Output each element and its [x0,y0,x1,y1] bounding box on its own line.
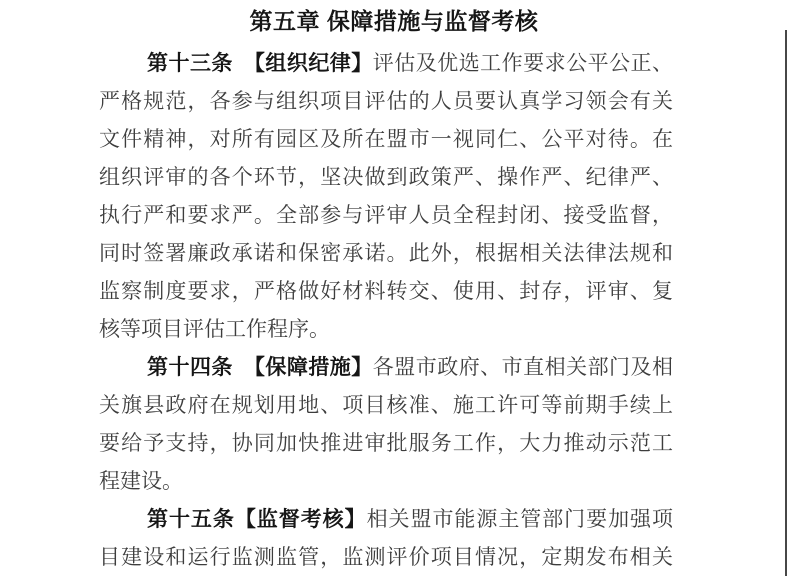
body-text: 组织评审的各个环节，坚决做到政策严、操作严、纪律严、 [99,165,673,189]
body-text: 文件精神，对所有园区及所在盟市一视同仁、公平对待。在 [99,127,673,151]
document-body [99,44,673,576]
body-text: 监察制度要求，严格做好材料转交、使用、封存，评审、复 [99,279,673,303]
page-edge-rule [785,30,787,576]
body-text: 程建设。 [99,469,183,493]
body-text: 各盟市政府、市直相关部门及相 [372,355,673,379]
document-line [99,44,673,82]
article-heading: 第十四条 【保障措施】 [147,355,373,379]
body-text: 执行严和要求严。全部参与评审人员全程封闭、接受监督， [99,203,673,227]
document-line [99,386,673,424]
article-heading: 第十三条 【组织纪律】 [147,51,373,75]
document-line [99,272,673,310]
article-heading: 第十五条【监督考核】 [147,507,367,531]
body-text: 目建设和运行监测监管，监测评价项目情况，定期发布相关 [99,545,673,569]
chapter-title: 第五章 保障措施与监督考核 [249,8,539,34]
document-line [99,310,673,348]
document-line [99,424,673,462]
document-line [99,82,673,120]
document-line [99,462,673,500]
body-text: 严格规范，各参与组织项目评估的人员要认真学习领会有关 [99,89,673,113]
document-line [99,500,673,538]
document-line [99,196,673,234]
body-text: 相关盟市能源主管部门要加强项 [366,507,673,531]
body-text: 同时签署廉政承诺和保密承诺。此外，根据相关法律法规和 [99,241,673,265]
body-text: 关旗县政府在规划用地、项目核准、施工许可等前期手续上 [99,393,673,417]
document-line [99,348,673,386]
body-text: 要给予支持，协同加快推进审批服务工作，大力推动示范工 [99,431,673,455]
document-line [99,538,673,576]
document-line [99,158,673,196]
body-text: 评估及优选工作要求公平公正、 [372,51,673,75]
document-line [99,120,673,158]
body-text: 核等项目评估工作程序。 [99,317,330,341]
document-line [99,234,673,272]
